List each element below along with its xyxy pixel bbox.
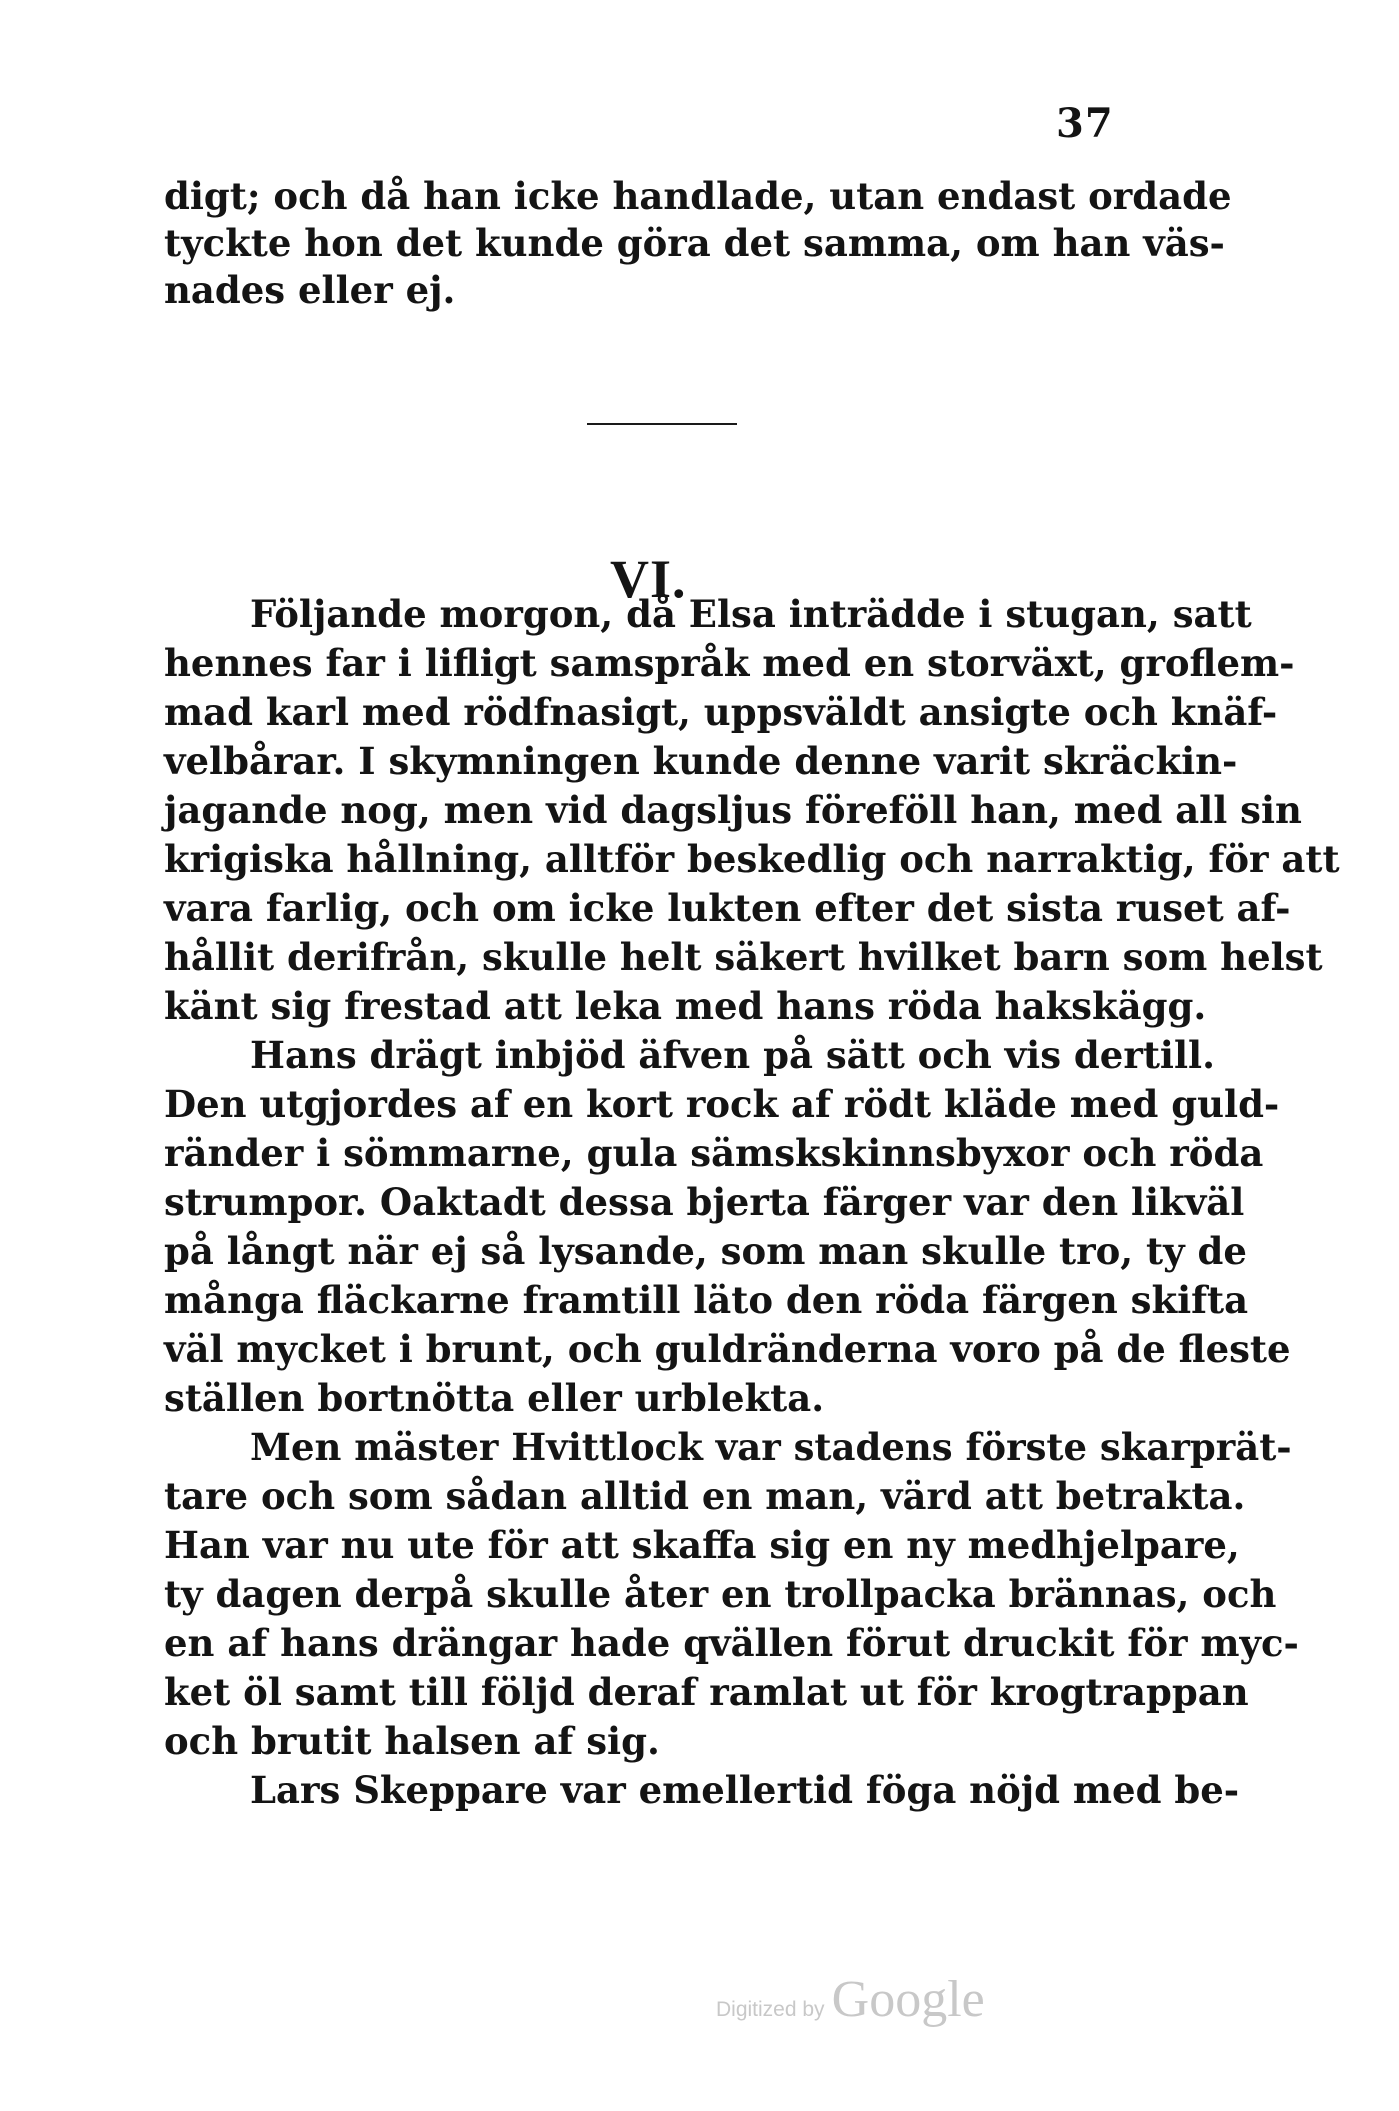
text-line: tare och som sådan alltid en man, värd att betrakta. [164,1474,1246,1518]
digitization-watermark [716,1970,985,2030]
text-line: hållit derifrån, skulle helt säkert hvilket barn som helst [164,935,1323,979]
text-line: Lars Skeppare var emellertid föga nöjd med be- [250,1768,1240,1812]
text-line: strumpor. Oaktadt dessa bjerta färger var den likväl [164,1180,1245,1224]
text-line: Men mäster Hvittlock var stadens förste skarprät- [250,1425,1292,1469]
text-line: Hans drägt inbjöd äfven på sätt och vis dertill. [250,1033,1215,1077]
text-line: velbårar. I skymningen kunde denne varit skräckin- [164,739,1238,783]
text-line: väl mycket i brunt, och guldränderna voro på de fleste [164,1327,1291,1371]
text-line: en af hans drängar hade qvällen förut druckit för myc- [164,1621,1299,1665]
text-line: mad karl med rödfnasigt, uppsväldt ansigte och knäf- [164,690,1278,734]
chapter-heading: VI. [610,549,687,609]
text-line: digt; och då han icke handlade, utan endast ordade [164,174,1232,218]
text-line: ty dagen derpå skulle åter en trollpacka brännas, och [164,1572,1277,1616]
text-line: många fläckarne framtill läto den röda färgen skifta [164,1278,1249,1322]
text-line: tyckte hon det kunde göra det samma, om han väs- [164,221,1225,265]
text-line: Han var nu ute för att skaffa sig en ny medhjelpare, [164,1523,1240,1567]
text-line: ställen bortnötta eller urblekta. [164,1376,825,1420]
text-line: ränder i sömmarne, gula sämskskinnsbyxor och röda [164,1131,1264,1175]
text-line: ket öl samt till följd deraf ramlat ut för krogtrappan [164,1670,1249,1714]
text-line: krigiska hållning, alltför beskedlig och narraktig, för att [164,837,1340,881]
section-separator [587,423,737,425]
page-number: 37 [1056,100,1114,147]
text-line: känt sig frestad att leka med hans röda hakskägg. [164,984,1207,1028]
text-line: Den utgjordes af en kort rock af rödt kläde med guld- [164,1082,1280,1126]
watermark-prefix: Digitized by [716,1998,825,2021]
text-line: jagande nog, men vid dagsljus föreföll han, med all sin [164,788,1302,832]
text-line: och brutit halsen af sig. [164,1719,660,1763]
text-line: Följande morgon, då Elsa inträdde i stugan, satt [250,592,1252,636]
text-line: på långt när ej så lysande, som man skulle tro, ty de [164,1229,1247,1273]
text-line: hennes far i lifligt samspråk med en storväxt, groflem- [164,641,1295,685]
text-line: vara farlig, och om icke lukten efter det sista ruset af- [164,886,1291,930]
text-line: nades eller ej. [164,268,456,312]
google-logo: Google [831,1971,985,2028]
